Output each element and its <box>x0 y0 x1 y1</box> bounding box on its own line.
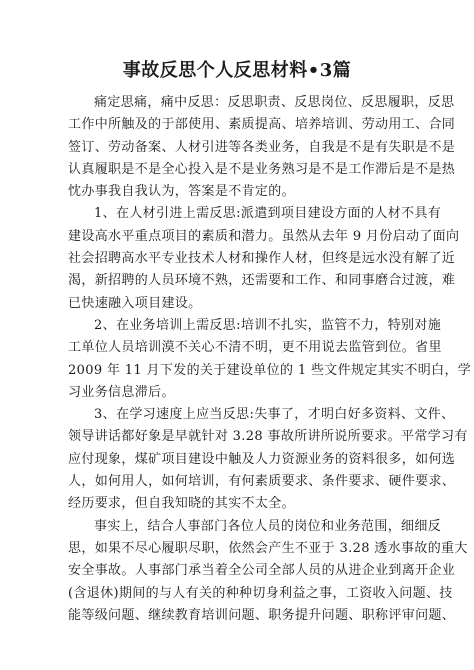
text-line: 安全事故。人事部门承当着全公司全部人员的从进企业到离开企业 <box>68 563 456 579</box>
text-line: 建设高水平重点项目的素质和潜力。虽然从去年 9 月份启动了面向 <box>68 228 460 244</box>
text-line: 1、在人材引进上需反思:派遣到项目建设方面的人材不具有 <box>94 206 442 222</box>
text-line: 能等级问题、继续教育培训问题、职务提升问题、职称评审问题、 <box>68 607 456 623</box>
text-line: 已快速融入项目建设。 <box>68 295 202 311</box>
text-line: 签订、劳动备案、人材引进等各类业务，自我是不是有失职是不是 <box>68 139 456 155</box>
text-line: 事实上，结合人事部门各位人员的岗位和业务范围，细细反 <box>94 518 442 534</box>
text-line: 经历要求，但自我知晓的其实不太全。 <box>68 496 295 512</box>
text-line: 人，如何用人，如何培训，有何素质要求、条件要求、硬件要求、 <box>68 474 456 490</box>
document-body <box>68 92 472 627</box>
text-line: 工作中所触及的于部使用、素质提高、培养培训、劳动用工、合同 <box>68 117 456 133</box>
text-line: 认真履职是不是全心投入是不是业务熟习是不是工作滞后是不是热 <box>68 161 456 177</box>
text-line: (含退休)期间的与人有关的种种切身利益之事，工资收入问题、技 <box>68 585 453 601</box>
text-line: 应付现象，煤矿项目建设中触及人力资源业务的资料很多，如何选 <box>68 451 456 467</box>
text-line: 2、在业务培训上需反思:培训不扎实，监管不力，特别对施 <box>94 317 442 333</box>
text-line: 思，如果不尽心履职尽职，依然会产生不亚于 3.28 透水事故的重大 <box>68 540 468 556</box>
text-line: 3、在学习速度上应当反思:失事了，才明白好多资料、文件、 <box>94 407 455 423</box>
text-line: 渴，新招聘的人员环境不熟，还需要和工作、和同事磨合过渡，难 <box>68 273 456 289</box>
text-line: 工单位人员培训漠不关心不清不明，更不用说去监管到位。省里 <box>68 340 442 356</box>
page-title: 事故反思个人反思材料•3篇 <box>122 60 352 81</box>
text-line: 痛定思痛，痛中反思：反思职责、反思岗位、反思履职，反思 <box>94 95 455 110</box>
text-line: 社会招聘高水平专业技术人材和操作人材，但终是远水没有解了近 <box>68 251 456 267</box>
text-line: 领导讲话都好象是早就针对 3.28 事故所讲所说所要求。平常学习有 <box>68 429 468 445</box>
text-line: 习业务信息滞后。 <box>68 384 175 400</box>
text-line: 2009 年 11 月下发的关于建设单位的 1 些文件规定其实不明白，学 <box>68 362 472 378</box>
text-line: 忱办事我自我认为，答案是不肯定的。 <box>68 184 295 200</box>
